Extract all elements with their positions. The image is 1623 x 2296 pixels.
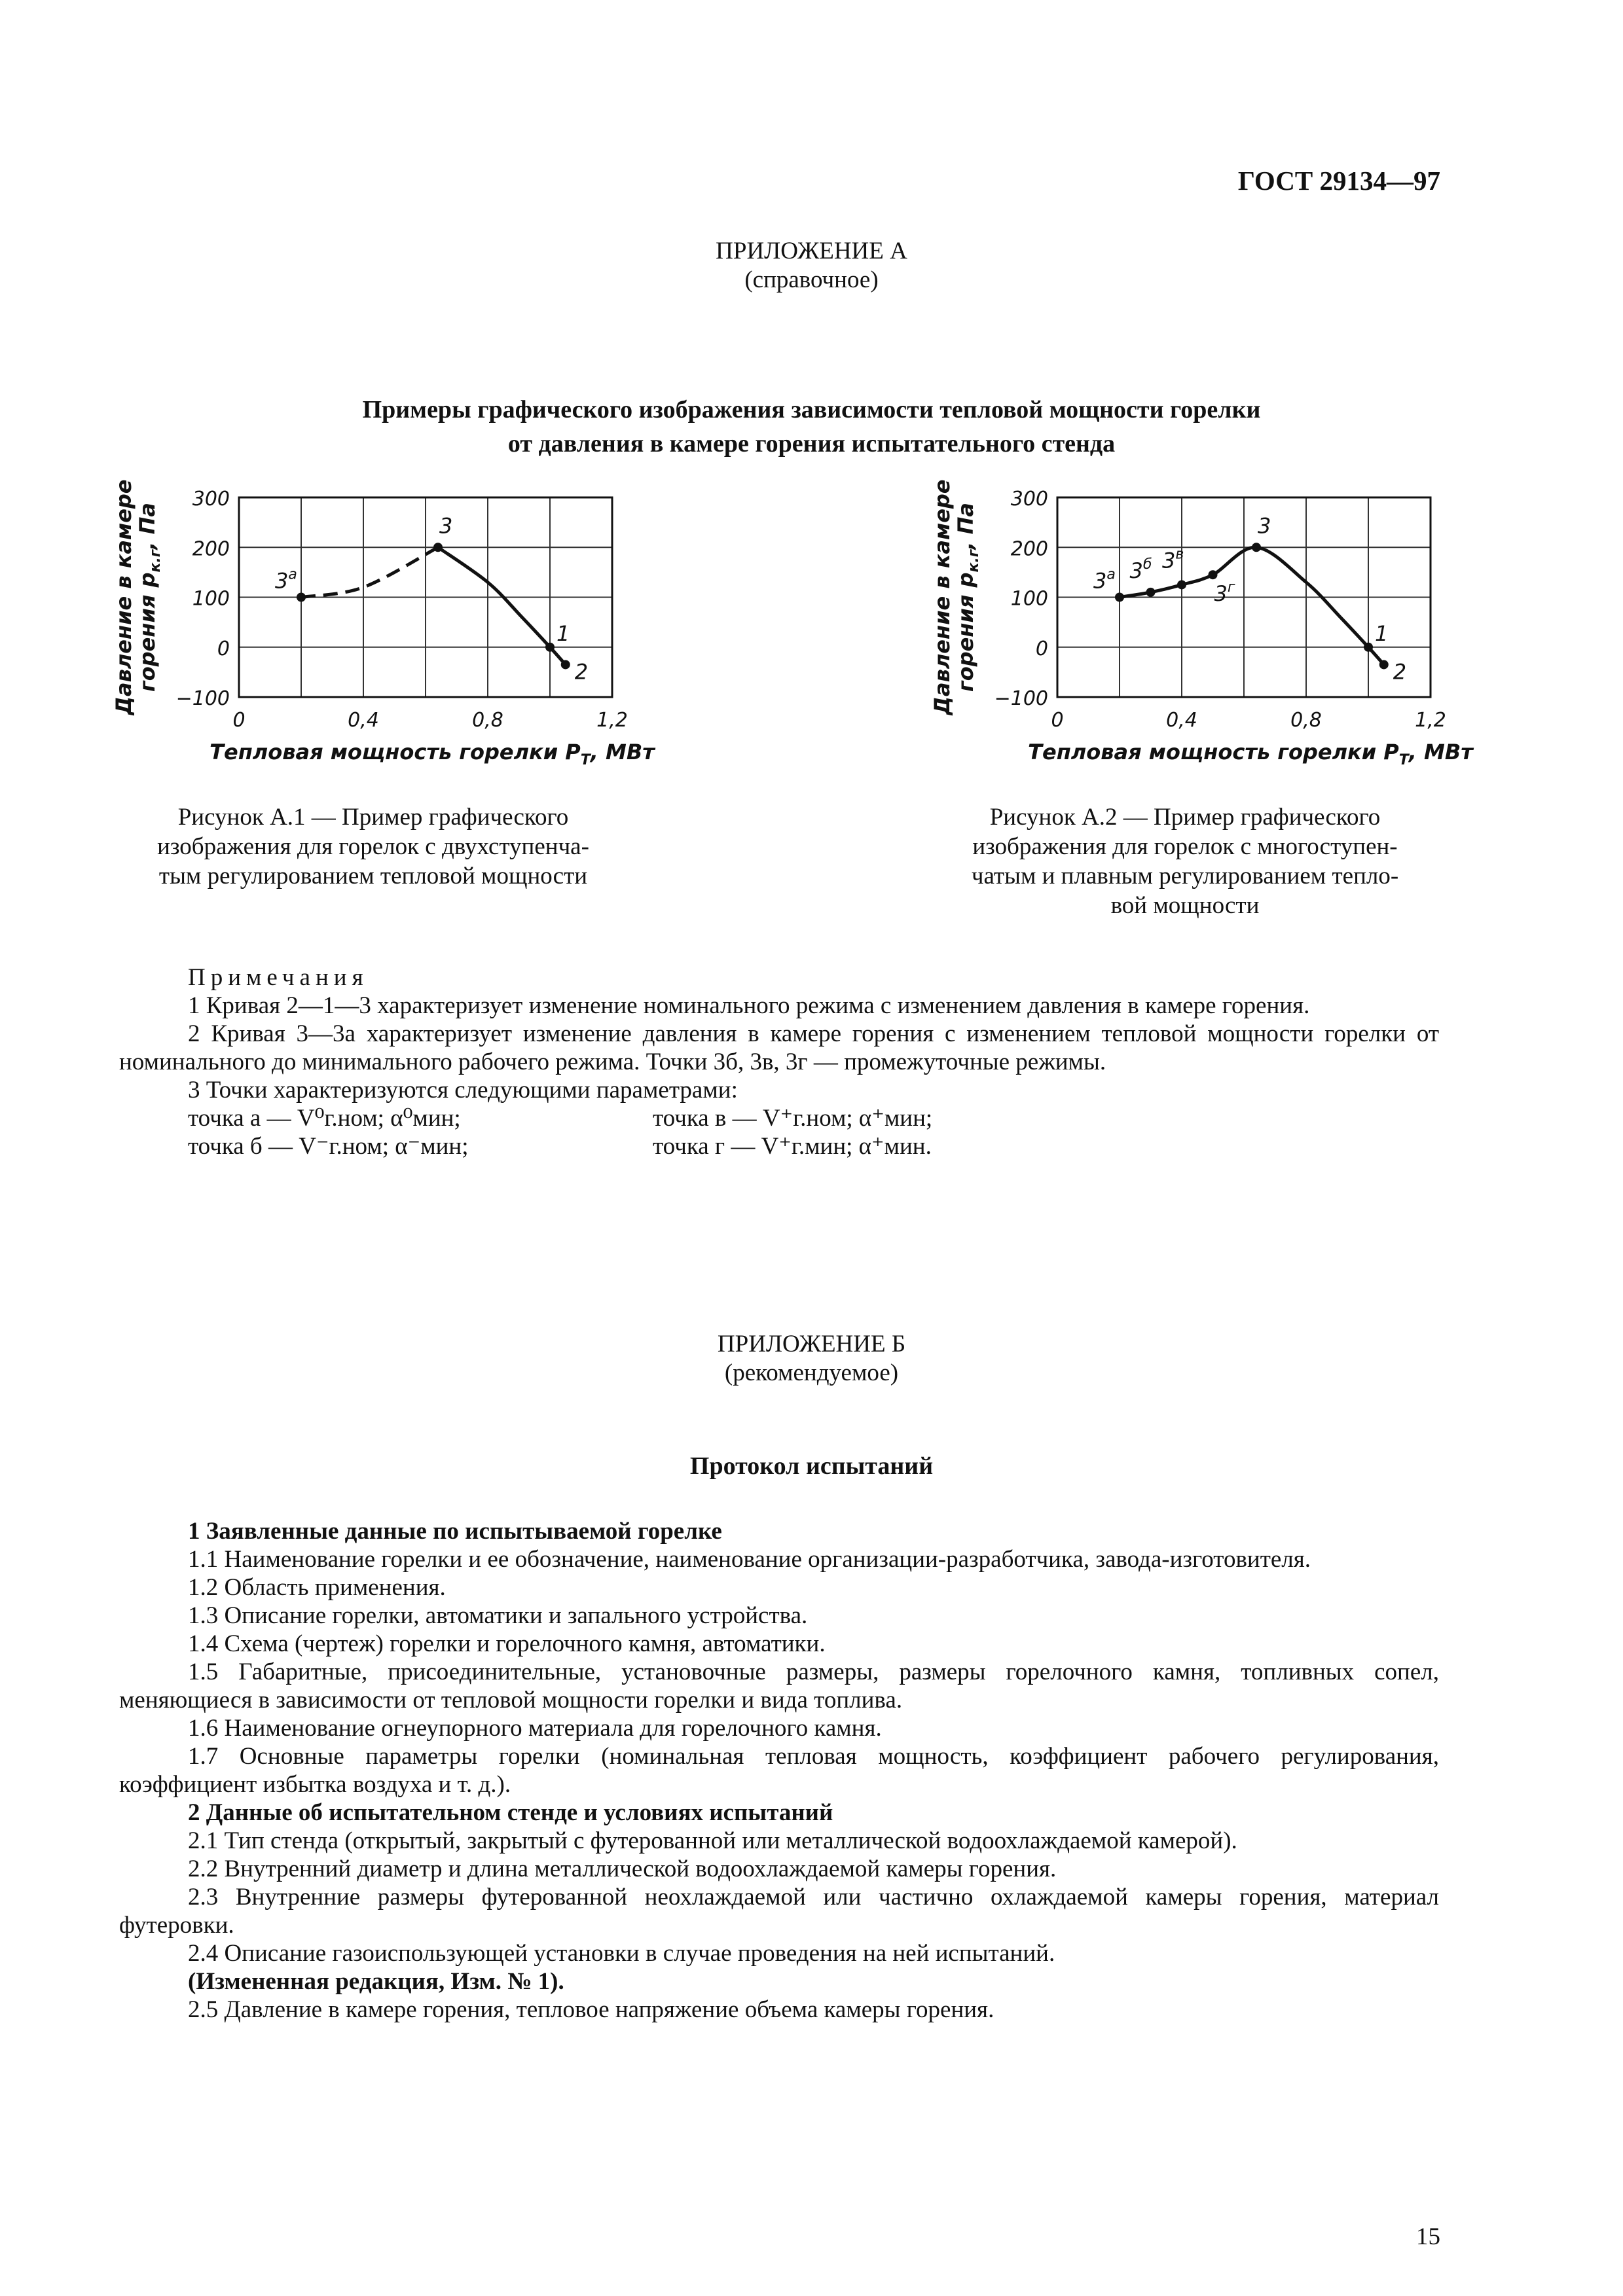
item-1-1: 1.1 Наименование горелки и ее обозначение, наименование организации-разработчика, завода-изготовителя.: [188, 1546, 1311, 1573]
point-label-sup: г: [1227, 579, 1235, 596]
x-axis-label-unit: , МВт: [1408, 740, 1473, 764]
protocol-body: [119, 1517, 1439, 2024]
y-axis-label-line2: горения $p_{к.г}$, Па: [135, 503, 164, 692]
item-1-2: 1.2 Область применения.: [188, 1574, 446, 1601]
point-b: точка б — V⁻г.ном; α⁻мин;: [188, 1133, 469, 1160]
caption-line: вой мощности: [1110, 892, 1260, 919]
section-2-title: 2 Данные об испытательном стенде и условиях испытаний: [188, 1799, 833, 1826]
point-a: точка а — V⁰г.ном; α⁰мин;: [188, 1105, 461, 1132]
point-label: $3^а$: [275, 566, 297, 594]
appendix-b-status: (рекомендуемое): [724, 1359, 899, 1386]
x-tick-label: 0: [1051, 709, 1064, 732]
caption-line: Рисунок А.1 — Пример графического: [177, 804, 569, 831]
point-g: точка г — V⁺г.мин; α⁺мин.: [653, 1133, 932, 1160]
data-point: [297, 593, 306, 602]
notes-heading: Примечания: [188, 964, 369, 991]
y-tick-label: 300: [192, 488, 230, 511]
x-tick-label: 0,4: [348, 709, 379, 732]
y-axis-label-unit: , Па: [953, 503, 978, 550]
y-axis-label-line2: горения $p_{к.г}$, Па: [953, 503, 982, 692]
figures-heading: [0, 393, 1623, 461]
data-point: [1115, 593, 1124, 602]
item-1-5: 1.5 Габаритные, присоединительные, установочные размеры, размеры горелочного камня, топливных сопел, меняющиеся в зависимости от тепловой мощности горелки и вида топлива.: [119, 1659, 1439, 1713]
x-tick-label: 0,8: [1290, 709, 1322, 732]
appendix-a-status: (справочное): [744, 266, 879, 293]
data-point: [561, 660, 570, 669]
y-axis-label-line1: Давление в камере: [111, 479, 136, 715]
x-tick-label: 0,8: [472, 709, 503, 732]
caption-line: изображения для горелок с многоступен-: [972, 833, 1398, 860]
point-label: $3^г$: [1214, 579, 1235, 607]
figures-heading-line2: от давления в камере горения испытательного стенда: [507, 430, 1116, 457]
point-label: 1: [1375, 620, 1389, 646]
y-tick-label: 100: [192, 587, 230, 611]
point-label: 2: [1393, 659, 1407, 685]
caption-line: Рисунок А.2 — Пример графического: [989, 804, 1381, 831]
item-1-4: 1.4 Схема (чертеж) горелки и горелочного камня, автоматики.: [188, 1630, 826, 1657]
x-axis-label-unit: , МВт: [590, 740, 655, 764]
point-label: $3^в$: [1162, 546, 1184, 573]
x-axis-label: Тепловая мощность горелки $P_Т$, МВт: [210, 740, 656, 768]
item-2-5: 2.5 Давление в камере горения, тепловое напряжение объема камеры горения.: [188, 1996, 994, 2023]
y-tick-label: 200: [1010, 537, 1048, 561]
data-point: [1379, 660, 1389, 669]
y-tick-label: 100: [1010, 587, 1048, 611]
point-label-sup: а: [1106, 566, 1116, 583]
note-3: 3 Точки характеризуются следующими параметрами:: [188, 1077, 738, 1103]
caption-line: чатым и плавным регулированием тепло-: [971, 863, 1399, 889]
figure-a1-caption: [118, 802, 629, 891]
item-2-1: 2.1 Тип стенда (открытый, закрытый с футерованной или металлической водоохлаждаемой камерой).: [188, 1827, 1237, 1854]
note-2: 2 Кривая 3—3а характеризует изменение давления в камере горения с изменением тепловой мощности горелки от номинального до минимального рабочего режима. Точки 3б, 3в, 3г — промежуточные режимы.: [119, 1020, 1439, 1075]
data-point: [1209, 570, 1218, 579]
x-axis-label-sub: Т: [1398, 752, 1409, 768]
item-1-3: 1.3 Описание горелки, автоматики и запального устройства.: [188, 1602, 808, 1629]
data-point: [545, 643, 555, 652]
x-tick-label: 0,4: [1166, 709, 1197, 732]
x-axis-label-sub: Т: [580, 752, 591, 768]
y-axis-label-sub: к.г: [147, 549, 164, 573]
x-tick-label: 1,2: [596, 709, 628, 732]
y-tick-label: −100: [175, 687, 230, 710]
y-axis-label-unit: , Па: [135, 503, 160, 550]
chart-figure-a1: [111, 479, 655, 772]
y-axis-label: [930, 479, 982, 715]
point-label: 3: [439, 513, 453, 539]
figures-heading-line1: Примеры графического изображения зависимости тепловой мощности горелки: [362, 396, 1261, 423]
y-axis-label-line1: Давление в камере: [930, 479, 955, 715]
data-point: [1146, 588, 1156, 597]
point-label: 1: [556, 620, 570, 646]
point-v: точка в — V⁺г.ном; α⁺мин;: [653, 1105, 933, 1132]
item-2-2: 2.2 Внутренний диаметр и длина металлической водоохлаждаемой камеры горения.: [188, 1856, 1057, 1882]
points-table: [119, 1104, 1439, 1160]
y-axis-label-sub: к.г: [966, 549, 982, 573]
caption-line: тым регулированием тепловой мощности: [158, 863, 588, 889]
x-tick-label: 1,2: [1415, 709, 1446, 732]
point-label-sup: в: [1175, 546, 1184, 563]
point-label: 2: [574, 659, 589, 685]
y-tick-label: −100: [994, 687, 1048, 710]
data-point: [1252, 543, 1261, 552]
y-tick-label: 0: [217, 637, 230, 660]
item-2-3: 2.3 Внутренние размеры футерованной неохлаждаемой или частично охлаждаемой камеры горения, материал футеровки.: [119, 1884, 1439, 1939]
point-label: $3^а$: [1093, 566, 1116, 594]
section-1-title: 1 Заявленные данные по испытываемой горелке: [188, 1518, 722, 1545]
x-axis-label: Тепловая мощность горелки $P_Т$, МВт: [1028, 740, 1474, 768]
note-1: 1 Кривая 2—1—3 характеризует изменение номинального режима с изменением давления в камере горения.: [188, 992, 1310, 1019]
document-id: ГОСТ 29134—97: [1237, 166, 1440, 196]
x-tick-label: 0: [232, 709, 246, 732]
point-label: $3^б$: [1129, 556, 1152, 583]
point-label: 3: [1258, 513, 1271, 539]
notes-block: [119, 963, 1439, 1160]
data-point: [1177, 580, 1186, 589]
item-2-4: 2.4 Описание газоиспользующей установки в случае проведения на ней испытаний.: [188, 1940, 1055, 1967]
appendix-a-title: ПРИЛОЖЕНИЕ А: [716, 238, 907, 264]
item-1-7: 1.7 Основные параметры горелки (номинальная тепловая мощность, коэффициент рабочего регулирования, коэффициент избытка воздуха и т. д.).: [119, 1743, 1439, 1798]
protocol-heading: Протокол испытаний: [689, 1452, 934, 1480]
item-1-6: 1.6 Наименование огнеупорного материала для горелочного камня.: [188, 1715, 882, 1742]
chart-figure-a2: [930, 479, 1473, 772]
point-label-sup: а: [288, 566, 297, 583]
y-axis-label: [111, 479, 164, 715]
y-tick-label: 300: [1010, 488, 1048, 511]
appendix-b-title: ПРИЛОЖЕНИЕ Б: [717, 1331, 906, 1357]
series-curve: [301, 547, 438, 597]
point-label-sup: б: [1142, 556, 1152, 573]
y-tick-label: 0: [1035, 637, 1048, 660]
page-number: 15: [1416, 2223, 1440, 2250]
caption-line: изображения для горелок с двухступенча-: [157, 833, 589, 860]
data-point: [433, 543, 443, 552]
amendment-note: (Измененная редакция, Изм. № 1).: [188, 1968, 564, 1995]
data-point: [1364, 643, 1373, 652]
y-tick-label: 200: [192, 537, 230, 561]
figure-a2-caption: [930, 802, 1440, 920]
